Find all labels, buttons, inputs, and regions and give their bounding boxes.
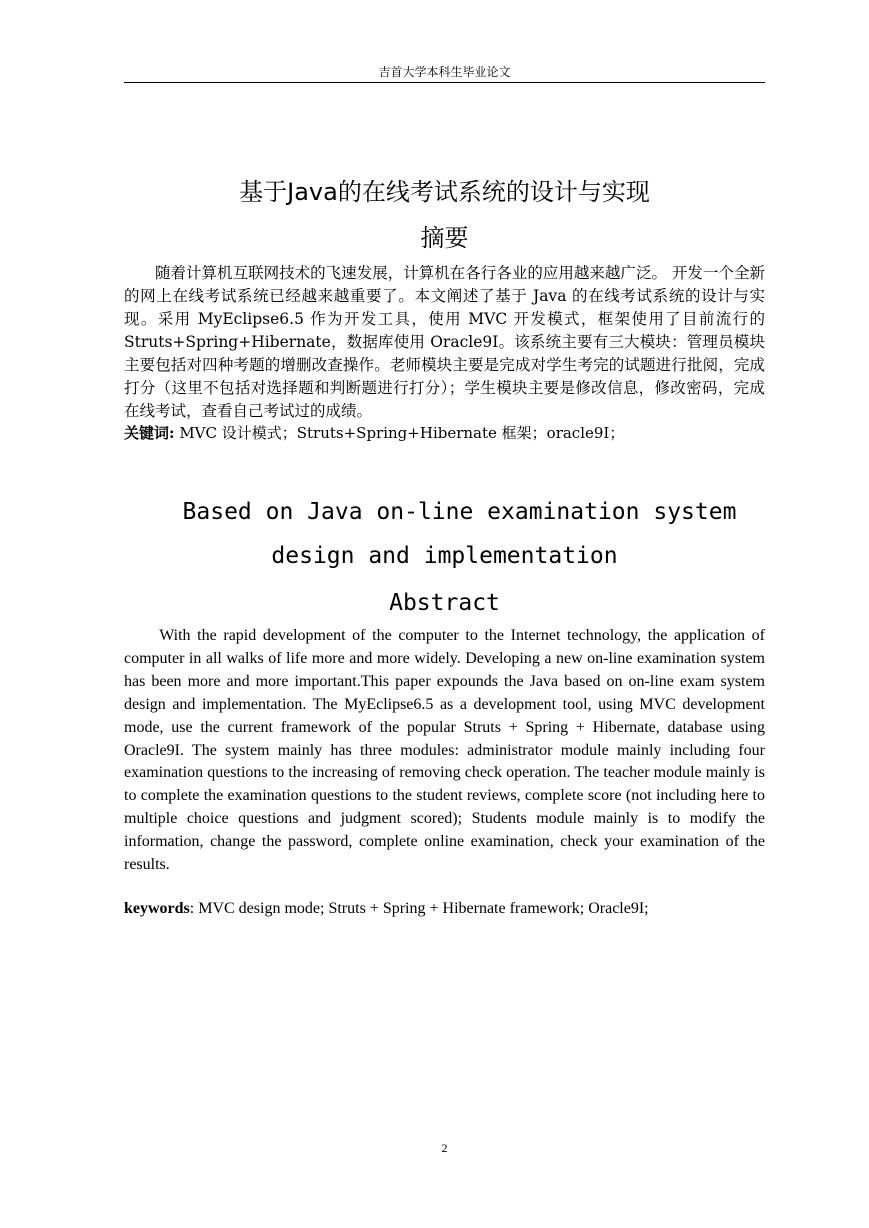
english-title-line-2: design and implementation (271, 543, 618, 569)
english-keywords-label: keywords (124, 900, 190, 917)
chinese-abstract-body: 随着计算机互联网技术的飞速发展，计算机在各行各业的应用越来越广泛。 开发一个全新的网上在线考试系统已经越来越重要了。本文阐述了基于 Java 的在线考试系统的设计与实现。采用 MyEclipse6.5 作为开发工具，使用 MVC 开发模式，框架使用了目前流行的 Struts+Spring+Hibernate，数据库使用 Oracle9I。该系统主要有三大模块：管理员模块主要包括对四种考题的增删改查操作。老师模块主要是完成对学生考完的试题进行批阅，完成打分（这里不包括对选择题和判断题进行打分）；学生模块主要是修改信息，修改密码，完成在线考试，查看自己考试过的成绩。 (124, 264, 765, 420)
english-keywords (124, 898, 765, 920)
english-abstract-body: With the rapid development of the computer to the Internet technology, the application of computer in all walks of life more and more widely. Developing a new on-line examination system has been more and more important.This paper expounds the Java based on on-line exam system design and implementation. The MyEclipse6.5 as a development tool, using MVC development mode, use the current framework of the popular Struts + Spring + Hibernate, database using Oracle9I. The system mainly has three modules: administrator module mainly including four examination questions to the increasing of removing check operation. The teacher module mainly is to complete the examination questions to the student reviews, complete score (not including here to multiple choice questions and judgment scored); Students module mainly is to modify the information, change the password, complete online examination, check your examination of the results. (124, 627, 765, 874)
english-abstract-heading: Abstract (389, 590, 500, 616)
header-divider (124, 82, 765, 83)
running-header: 吉首大学本科生毕业论文 (378, 65, 511, 79)
chinese-keywords (124, 422, 765, 444)
english-title-line-1: Based on Java on-line examination system (182, 499, 737, 525)
chinese-title: 基于Java的在线考试系统的设计与实现 (239, 178, 650, 206)
english-keywords-text: : MVC design mode; Struts + Spring + Hibernate framework; Oracle9I; (189, 900, 649, 917)
chinese-abstract-heading: 摘要 (420, 224, 469, 252)
page-number: 2 (441, 1141, 448, 1155)
chinese-keywords-label: 关键词: (124, 424, 175, 442)
chinese-keywords-text: MVC 设计模式；Struts+Spring+Hibernate 框架；oracle9I； (174, 424, 625, 442)
